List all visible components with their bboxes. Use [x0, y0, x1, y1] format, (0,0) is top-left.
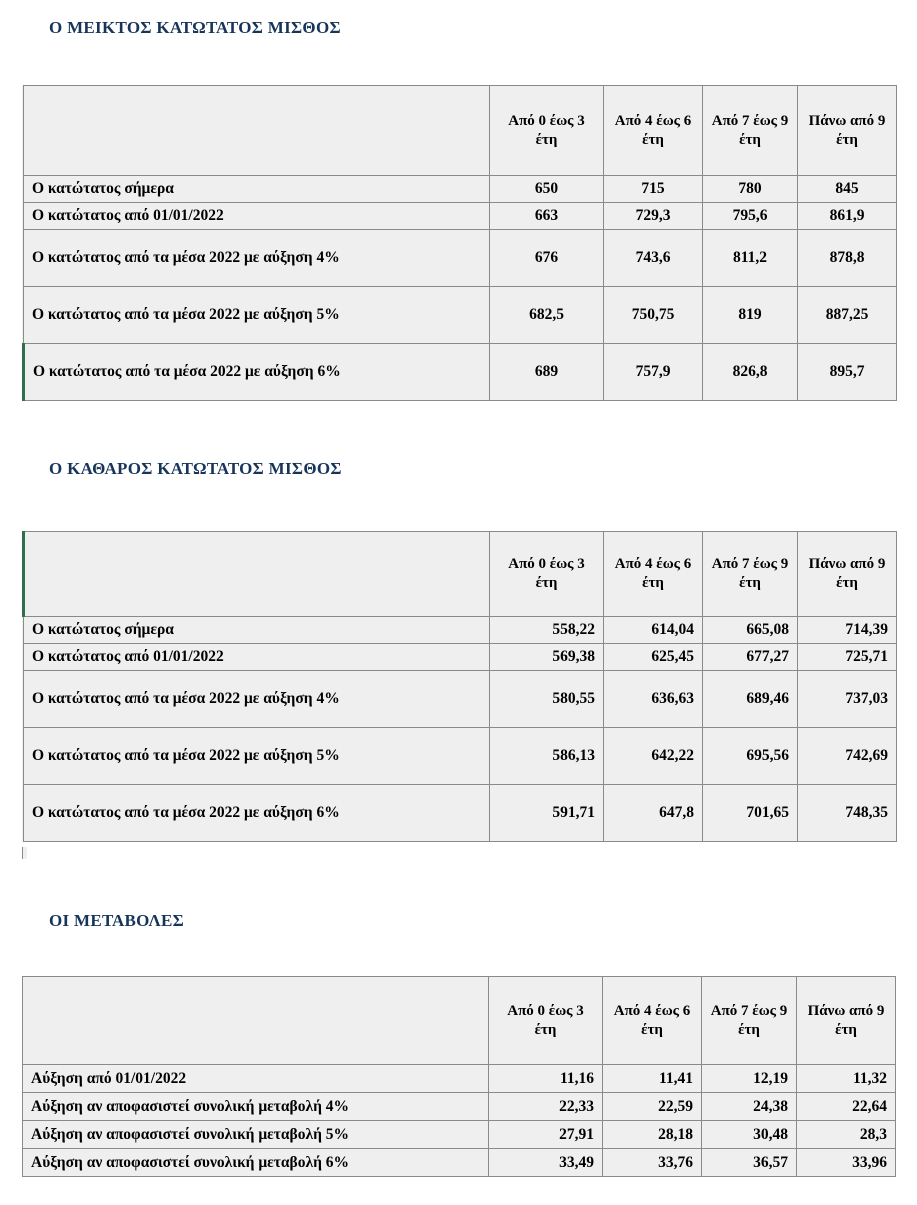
row-value: 737,03: [798, 671, 897, 728]
row-value: 33,49: [489, 1149, 603, 1177]
row-label: Ο κατώτατος από τα μέσα 2022 με αύξηση 5%: [24, 728, 490, 785]
row-value: 33,76: [603, 1149, 702, 1177]
table-row: [23, 1065, 896, 1093]
header-cell-0-3: Από 0 έως 3 έτη: [490, 86, 604, 176]
row-value: 580,55: [490, 671, 604, 728]
table-header-row: [24, 86, 897, 176]
header-cell-empty: [24, 86, 490, 176]
row-value: 614,04: [604, 617, 703, 644]
header-cell-4-6: Από 4 έως 6 έτη: [604, 86, 703, 176]
row-label: Αύξηση αν αποφασιστεί συνολική μεταβολή 6%: [23, 1149, 489, 1177]
table-row: [24, 203, 897, 230]
table-row: [24, 671, 897, 728]
section-title-net: Ο ΚΑΘΑΡΟΣ ΚΑΤΩΤΑΤΟΣ ΜΙΣΘΟΣ: [49, 459, 342, 478]
row-value: 33,96: [797, 1149, 896, 1177]
header-cell-over-9: Πάνω από 9 έτη: [797, 977, 896, 1065]
table-row: [24, 176, 897, 203]
row-value: 878,8: [798, 230, 897, 287]
row-value: 819: [703, 287, 798, 344]
row-value: 636,63: [604, 671, 703, 728]
row-label: Ο κατώτατος από τα μέσα 2022 με αύξηση 6%: [24, 344, 490, 401]
header-cell-0-3: Από 0 έως 3 έτη: [489, 977, 603, 1065]
table-header-row: [23, 977, 896, 1065]
row-value: 647,8: [604, 785, 703, 842]
row-value: 27,91: [489, 1121, 603, 1149]
header-cell-7-9: Από 7 έως 9 έτη: [703, 532, 798, 617]
row-value: 11,32: [797, 1065, 896, 1093]
row-label: Ο κατώτατος από τα μέσα 2022 με αύξηση 4%: [24, 671, 490, 728]
row-value: 28,3: [797, 1121, 896, 1149]
row-label: Ο κατώτατος από 01/01/2022: [24, 644, 490, 671]
row-value: 586,13: [490, 728, 604, 785]
row-value: 650: [490, 176, 604, 203]
row-value: 743,6: [604, 230, 703, 287]
section-title-changes: ΟΙ ΜΕΤΑΒΟΛΕΣ: [49, 911, 184, 930]
table-changes: [22, 976, 896, 1177]
header-cell-0-3: Από 0 έως 3 έτη: [490, 532, 604, 617]
section-title-gross: Ο ΜΕΙΚΤΟΣ ΚΑΤΩΤΑΤΟΣ ΜΙΣΘΟΣ: [49, 18, 341, 37]
table-row: [24, 230, 897, 287]
row-label: Ο κατώτατος από τα μέσα 2022 με αύξηση 4%: [24, 230, 490, 287]
row-value: 845: [798, 176, 897, 203]
row-value: 11,16: [489, 1065, 603, 1093]
row-value: 757,9: [604, 344, 703, 401]
table-row: [24, 644, 897, 671]
row-value: 22,59: [603, 1093, 702, 1121]
row-value: 714,39: [798, 617, 897, 644]
row-label: Ο κατώτατος από τα μέσα 2022 με αύξηση 6%: [24, 785, 490, 842]
row-label: Ο κατώτατος σήμερα: [24, 176, 490, 203]
header-cell-7-9: Από 7 έως 9 έτη: [703, 86, 798, 176]
row-value: 558,22: [490, 617, 604, 644]
row-value: 28,18: [603, 1121, 702, 1149]
header-cell-over-9: Πάνω από 9 έτη: [798, 86, 897, 176]
row-value: 725,71: [798, 644, 897, 671]
row-value: 663: [490, 203, 604, 230]
table-row: [24, 728, 897, 785]
row-value: 12,19: [702, 1065, 797, 1093]
row-value: 826,8: [703, 344, 798, 401]
row-value: 682,5: [490, 287, 604, 344]
row-value: 780: [703, 176, 798, 203]
table-row: [23, 1149, 896, 1177]
row-value: 30,48: [702, 1121, 797, 1149]
row-value: 689: [490, 344, 604, 401]
row-value: 795,6: [703, 203, 798, 230]
header-cell-empty: [23, 977, 489, 1065]
row-value: 24,38: [702, 1093, 797, 1121]
row-value: 689,46: [703, 671, 798, 728]
table-row: [24, 344, 897, 401]
row-value: 677,27: [703, 644, 798, 671]
row-label: Αύξηση από 01/01/2022: [23, 1065, 489, 1093]
row-value: 22,64: [797, 1093, 896, 1121]
row-value: 748,35: [798, 785, 897, 842]
header-cell-7-9: Από 7 έως 9 έτη: [702, 977, 797, 1065]
row-value: 861,9: [798, 203, 897, 230]
table-net-minimum-wage: [22, 531, 897, 842]
row-value: 701,65: [703, 785, 798, 842]
table-row: [24, 287, 897, 344]
row-value: 695,56: [703, 728, 798, 785]
row-value: 811,2: [703, 230, 798, 287]
row-label: Ο κατώτατος από 01/01/2022: [24, 203, 490, 230]
header-cell-4-6: Από 4 έως 6 έτη: [604, 532, 703, 617]
table-gross-minimum-wage: [22, 85, 897, 401]
row-value: 665,08: [703, 617, 798, 644]
row-value: 11,41: [603, 1065, 702, 1093]
table-row: [23, 1121, 896, 1149]
row-label: Ο κατώτατος από τα μέσα 2022 με αύξηση 5%: [24, 287, 490, 344]
row-value: 715: [604, 176, 703, 203]
row-label: Αύξηση αν αποφασιστεί συνολική μεταβολή 4%: [23, 1093, 489, 1121]
table-row: [24, 785, 897, 842]
row-value: 895,7: [798, 344, 897, 401]
row-value: 729,3: [604, 203, 703, 230]
table-row: [24, 617, 897, 644]
row-label: Αύξηση αν αποφασιστεί συνολική μεταβολή 5%: [23, 1121, 489, 1149]
row-value: 750,75: [604, 287, 703, 344]
table-header-row: [24, 532, 897, 617]
row-value: 591,71: [490, 785, 604, 842]
row-value: 625,45: [604, 644, 703, 671]
header-cell-4-6: Από 4 έως 6 έτη: [603, 977, 702, 1065]
row-value: 642,22: [604, 728, 703, 785]
table-edge-strip: [22, 847, 27, 859]
header-cell-empty: [24, 532, 490, 617]
row-value: 887,25: [798, 287, 897, 344]
row-value: 569,38: [490, 644, 604, 671]
table-row: [23, 1093, 896, 1121]
row-label: Ο κατώτατος σήμερα: [24, 617, 490, 644]
row-value: 742,69: [798, 728, 897, 785]
row-value: 36,57: [702, 1149, 797, 1177]
header-cell-over-9: Πάνω από 9 έτη: [798, 532, 897, 617]
row-value: 22,33: [489, 1093, 603, 1121]
row-value: 676: [490, 230, 604, 287]
